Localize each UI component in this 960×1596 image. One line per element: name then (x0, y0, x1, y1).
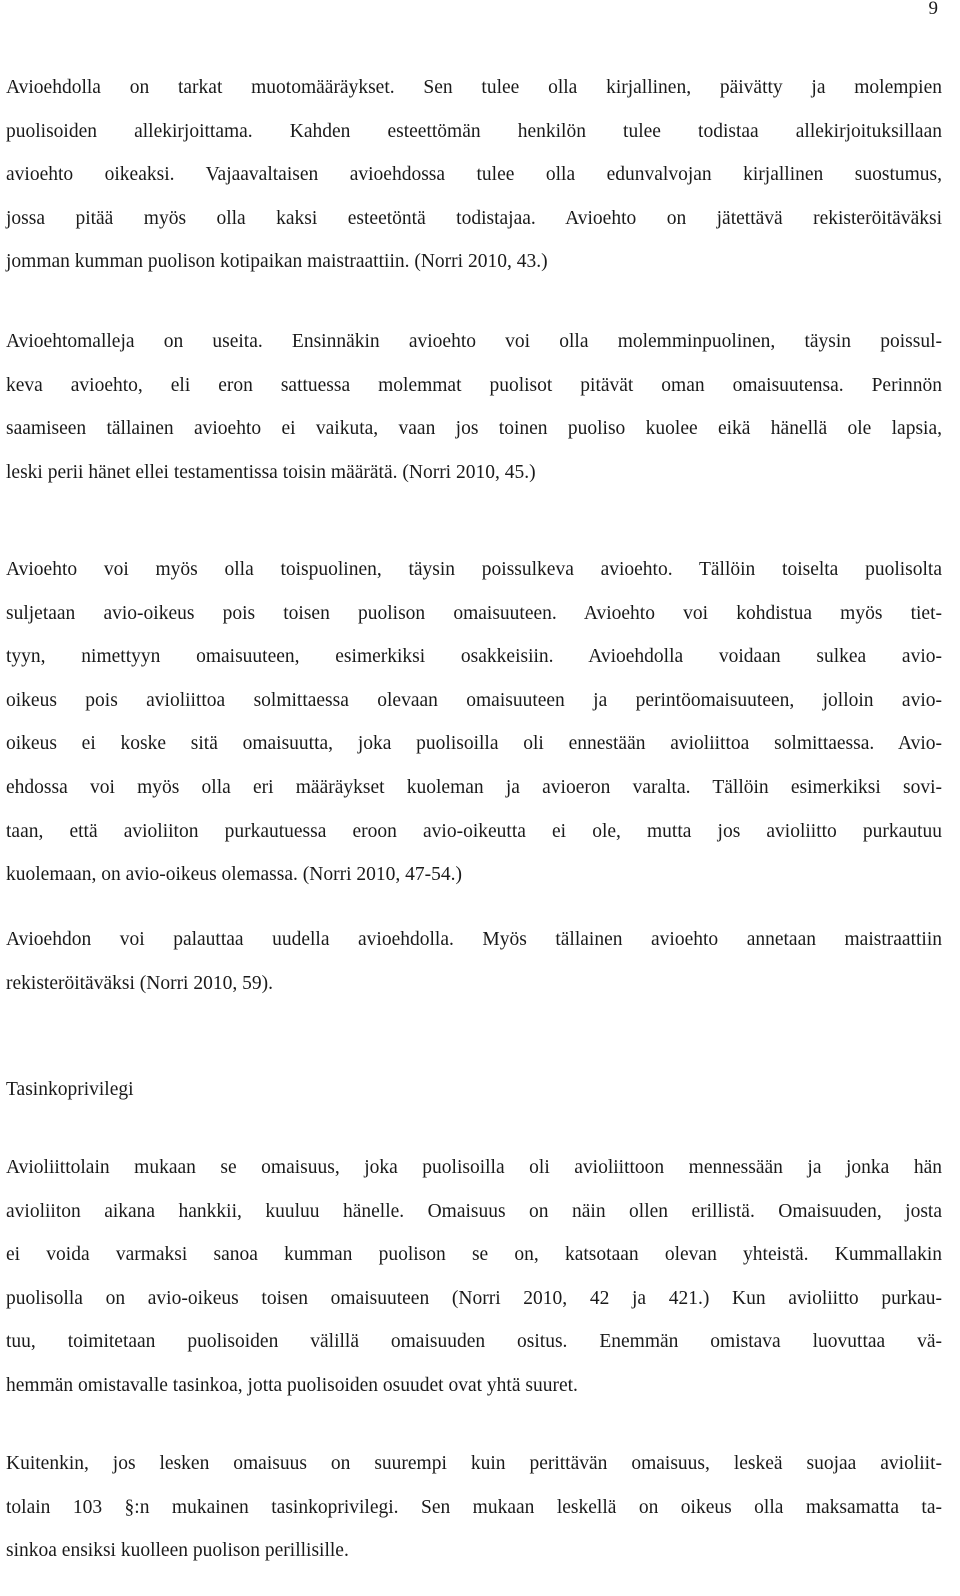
text-line: tuu, toimitetaan puolisoiden välillä omaisuuden ositus. Enemmän omistava luovuttaa vä- (6, 1331, 942, 1353)
paragraph-palauttaminen (6, 918, 942, 1005)
text-line: puolisoiden allekirjoittama. Kahden esteettömän henkilön tulee todistaa allekirjoituksillaan (6, 120, 942, 142)
text-line: ei voida varmaksi sanoa kumman puolison se on, katsotaan olevan yhteistä. Kummallakin (6, 1244, 942, 1266)
text-line: Avioehdon voi palauttaa uudella avioehdolla. Myös tällainen avioehto annetaan maistraattiin (6, 929, 942, 950)
text-line: keva avioehto, eli eron sattuessa molemmat puolisot pitävät oman omaisuutensa. Perinnön (6, 374, 942, 396)
text-line: jomman kumman puolison kotipaikan maistraattiin. (Norri 2010, 43.) (6, 251, 548, 273)
text-line: ehdossa voi myös olla eri määräykset kuoleman ja avioeron varalta. Tällöin esimerkiksi sovi- (6, 776, 942, 798)
text-line: rekisteröitäväksi (Norri 2010, 59). (6, 972, 273, 994)
text-line: Avioehdolla on tarkat muotomääräykset. Sen tulee olla kirjallinen, päivätty ja molempien (6, 77, 942, 98)
page-number: 9 (928, 0, 938, 19)
paragraph-tasinkoprivilegi (6, 1442, 942, 1573)
text-line: saamiseen tällainen avioehto ei vaikuta, vaan jos toinen puoliso kuolee eikä hänellä ole lapsia, (6, 418, 942, 440)
text-line: avioehto oikeaksi. Vajaavaltaisen avioehdossa tulee olla edunvalvojan kirjallinen suostumus, (6, 164, 942, 186)
text-line: Kuitenkin, jos lesken omaisuus on suurempi kuin perittävän omaisuus, leskeä suojaa avioliit- (6, 1453, 942, 1474)
text-line: Avioehtomalleja on useita. Ensinnäkin avioehto voi olla molemminpuolinen, täysin poissul- (6, 331, 942, 352)
text-line: leski perii hänet ellei testamentissa toisin määrätä. (Norri 2010, 45.) (6, 461, 536, 483)
text-line: tolain 103 §:n mukainen tasinkoprivilegi. Sen mukaan leskellä on oikeus olla maksamatta ta- (6, 1496, 942, 1518)
text-line: oikeus ei koske sitä omaisuutta, joka puolisoilla oli ennestään avioliittoa solmittaessa. Avio- (6, 733, 942, 755)
text-line: sinkoa ensiksi kuolleen puolison perillisille. (6, 1540, 349, 1562)
text-line: Avioehto voi myös olla toispuolinen, täysin poissulkeva avioehto. Tällöin toiselta puolisolta (6, 559, 942, 580)
text-line: jossa pitää myös olla kaksi esteetöntä todistajaa. Avioehto on jätettävä rekisteröitäväksi (6, 207, 942, 229)
text-line: hemmän omistavalle tasinkoa, jotta puolisoiden osuudet ovat yhtä suuret. (6, 1374, 578, 1396)
text-line: tyyn, nimettyyn omaisuuteen, esimerkiksi osakkeisiin. Avioehdolla voidaan sulkea avio- (6, 646, 942, 668)
text-line: suljetaan avio-oikeus pois toisen puolison omaisuuteen. Avioehto voi kohdistua myös tiet- (6, 602, 942, 624)
section-heading: Tasinkoprivilegi (6, 1079, 134, 1100)
text-line: kuolemaan, on avio-oikeus olemassa. (Norri 2010, 47-54.) (6, 864, 462, 886)
text-line: oikeus pois avioliittoa solmittaessa olevaan omaisuuteen ja perintöomaisuuteen, jolloin avio- (6, 689, 942, 711)
text-line: taan, että avioliiton purkautuessa eroon avio-oikeutta ei ole, mutta jos avioliitto purkautuu (6, 820, 942, 842)
paragraph-toispuolinen-avioehto (6, 548, 942, 897)
text-line: avioliiton aikana hankkii, kuuluu hänelle. Omaisuus on näin ollen erillistä. Omaisuuden, josta (6, 1200, 942, 1222)
paragraph-muotomaaraykset (6, 66, 942, 284)
text-line: puolisolla on avio-oikeus toisen omaisuuteen (Norri 2010, 42 ja 421.) Kun avioliitto purkau- (6, 1287, 942, 1309)
text-line: Avioliittolain mukaan se omaisuus, joka puolisoilla oli avioliittoon mennessään ja jonka hän (6, 1157, 942, 1178)
paragraph-omaisuus (6, 1146, 942, 1408)
paragraph-avioehtomallit (6, 320, 942, 494)
